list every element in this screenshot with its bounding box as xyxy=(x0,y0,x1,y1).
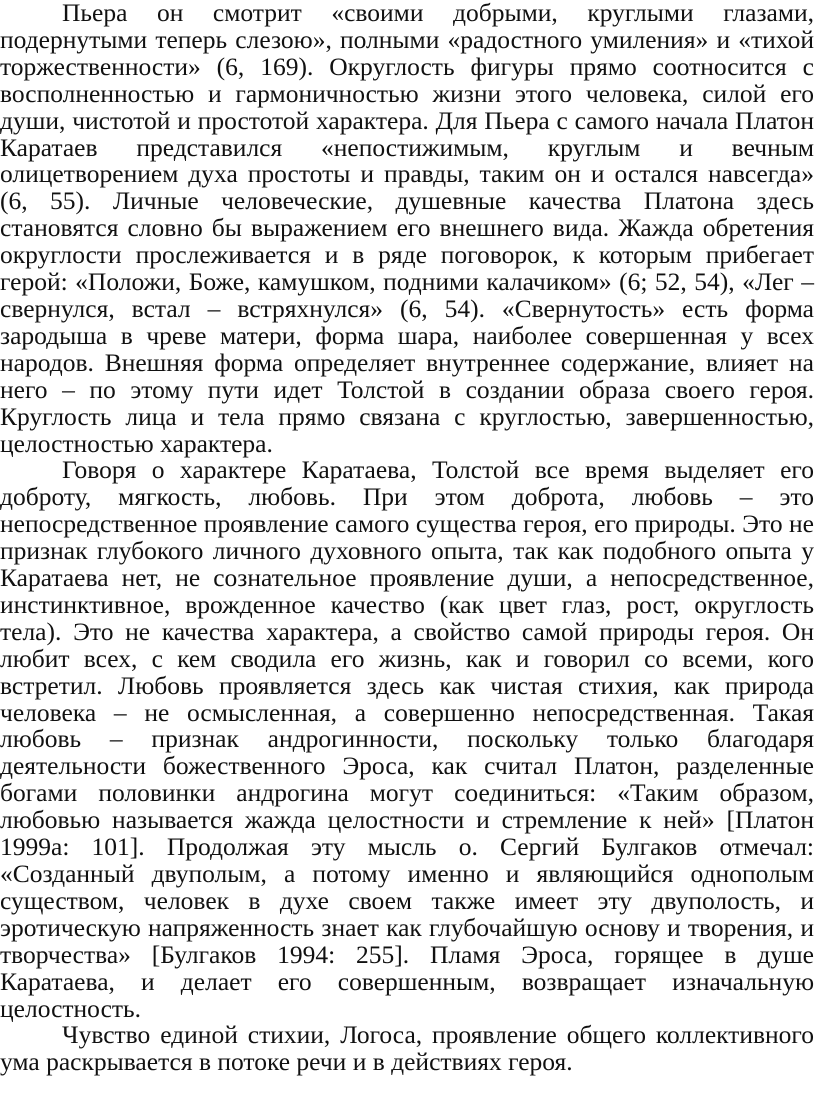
paragraph-1: Пьера он смотрит «своими добрыми, круглыми глазами, подернутыми теперь слезою», полными «радостного умиления» и «тихой торжественности» (6, 169). Округлость фигуры прямо соотносится с восполненностью и гармоничностью жизни этого человека, силой его души, чистотой и простотой характера. Для Пьера с самого начала Платон Каратаев представился «непостижимым, круглым и вечным олицетворением духа простоты и правды, таким он и остался навсегда» (6, 55). Личные человеческие, душевные качества Платона здесь становятся словно бы выражением его внешнего вида. Жажда обретения округлости прослеживается и в ряде поговорок, к которым прибегает герой: «Положи, Боже, камушком, подними калачиком» (6; 52, 54), «Лег – свернулся, встал – встряхнулся» (6, 54). «Свернутость» есть форма зародыша в чреве матери, форма шара, наиболее совершенная у всех народов. Внешняя форма определяет внутреннее содержание, влияет на него – по этому пути идет Толстой в создании образа своего героя. Круглость лица и тела прямо связана с круглостью, завершенностью, целостностью характера. xyxy=(0,0,814,458)
paragraph-3: Чувство единой стихии, Логоса, проявление общего коллективного ума раскрывается в потоке речи и в действиях героя. xyxy=(0,1020,814,1077)
paragraph-2: Говоря о характере Каратаева, Толстой все время выделяет его доброту, мягкость, любовь. При этом доброта, любовь – это непосредственное проявление самого существа героя, его природы. Это не признак глубокого личного духовного опыта, так как подобного опыта у Каратаева нет, не сознательное проявление души, а непосредственное, инстинктивное, врожденное качество (как цвет глаз, рост, округлость тела). Это не качества характера, а свойство самой природы героя. Он любит всех, с кем сводила его жизнь, как и говорил со всеми, кого встретил. Любовь проявляется здесь как чистая стихия, как природа человека – не осмысленная, а совершенно непосредственная. Такая любовь – признак андрогинности, поскольку только благодаря деятельности божественного Эроса, как считал Платон, разделенные богами половинки андрогина могут соединиться: «Таким образом, любовью называется жажда целостности и стремление к ней» [Платон 1999а: 101]. Продолжая эту мысль о. Сергий Булгаков отмечал: «Созданный двуполым, а потому именно и являющийся однополым существом, человек в духе своем также имеет эту двуполость, и эротическую напряженность знает как глубочайшую основу и творения, и творчества» [Булгаков 1994: 255]. Пламя Эроса, горящее в душе Каратаева, и делает его совершенным, возвращает изначальную целостность. xyxy=(0,455,814,1023)
